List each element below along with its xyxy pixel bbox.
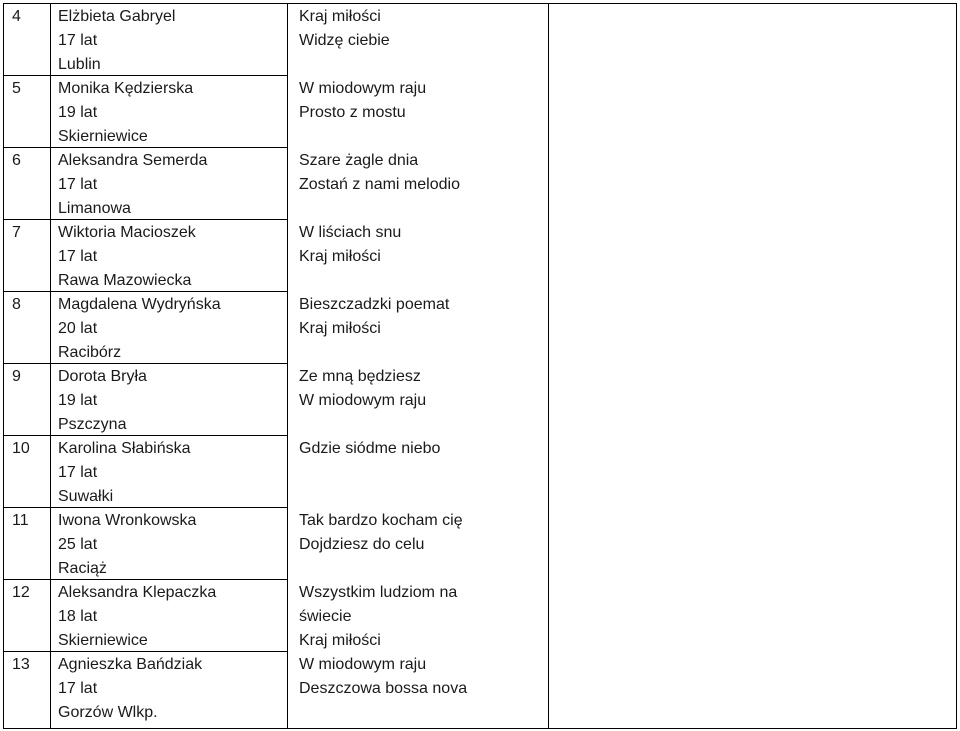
contestant-age: 17 lat: [58, 248, 98, 265]
song-title: Kraj miłości: [299, 320, 381, 337]
song-title: Zostań z nami melodio: [299, 176, 460, 193]
song-title: Prosto z mostu: [299, 104, 406, 121]
contestant-name: Elżbieta Gabryel: [58, 8, 176, 25]
table-row: [4, 5, 956, 77]
table-row: [4, 509, 956, 581]
song-title: Wszystkim ludziom na: [299, 584, 458, 601]
table-row: [4, 221, 956, 293]
contestant-city: Raciąż: [58, 560, 107, 577]
contestant-info: [58, 365, 147, 437]
contestant-name: Iwona Wronkowska: [58, 512, 197, 529]
song-title: W liściach snu: [299, 224, 402, 241]
song-title: Kraj miłości: [299, 8, 381, 25]
contestant-city: Skierniewice: [58, 128, 148, 145]
contestant-name: Dorota Bryła: [58, 368, 147, 385]
contestant-info: [58, 293, 221, 365]
table-row: [4, 437, 956, 509]
row-divider: [4, 219, 287, 220]
row-divider: [4, 507, 287, 508]
contestant-name: Karolina Słabińska: [58, 440, 191, 457]
table-row: [4, 581, 956, 653]
row-number: 10: [12, 440, 30, 457]
contestant-city: Racibórz: [58, 344, 122, 361]
song-title: W miodowym raju: [299, 392, 427, 409]
contestant-age: 19 lat: [58, 392, 98, 409]
contestant-age: 17 lat: [58, 464, 98, 481]
song-title: Widzę ciebie: [299, 32, 390, 49]
contestant-city: Limanowa: [58, 200, 131, 217]
song-list: [299, 653, 467, 701]
row-divider: [4, 579, 287, 580]
row-number: 8: [12, 296, 21, 313]
song-title: W miodowym raju: [299, 656, 427, 673]
song-list: [299, 221, 401, 269]
row-divider: [4, 363, 287, 364]
song-list: [299, 5, 390, 53]
table-row: [4, 149, 956, 221]
contestant-city: Rawa Mazowiecka: [58, 272, 192, 289]
row-divider: [4, 651, 287, 652]
contestant-info: [58, 437, 191, 509]
row-number: 12: [12, 584, 30, 601]
row-divider: [4, 435, 287, 436]
contestant-info: [58, 77, 193, 149]
contestant-age: 17 lat: [58, 32, 98, 49]
song-title: Tak bardzo kocham cię: [299, 512, 463, 529]
table-row: [4, 77, 956, 149]
contestant-city: Skierniewice: [58, 632, 148, 649]
row-number: 5: [12, 80, 21, 97]
contestant-age: 18 lat: [58, 608, 98, 625]
song-title: Kraj miłości: [299, 248, 381, 265]
contestant-info: [58, 221, 196, 293]
contestant-name: Monika Kędzierska: [58, 80, 194, 97]
song-title: Dojdziesz do celu: [299, 536, 425, 553]
row-number: 13: [12, 656, 30, 673]
row-number: 7: [12, 224, 21, 241]
song-list: [299, 581, 457, 653]
contestant-age: 20 lat: [58, 320, 98, 337]
song-list: [299, 293, 449, 341]
contestant-info: [58, 509, 196, 581]
contestant-age: 19 lat: [58, 104, 98, 121]
table-row: [4, 653, 956, 725]
contestant-city: Gorzów Wlkp.: [58, 704, 158, 721]
song-title: świecie: [299, 608, 352, 625]
contestant-name: Wiktoria Macioszek: [58, 224, 196, 241]
song-list: [299, 149, 460, 197]
contestant-city: Pszczyna: [58, 416, 127, 433]
song-title: Szare żagle dnia: [299, 152, 419, 169]
row-number: 6: [12, 152, 21, 169]
contestant-age: 17 lat: [58, 176, 98, 193]
contestant-age: 25 lat: [58, 536, 98, 553]
contestant-name: Aleksandra Klepaczka: [58, 584, 217, 601]
contestant-city: Suwałki: [58, 488, 114, 505]
song-title: Deszczowa bossa nova: [299, 680, 468, 697]
table-row: [4, 293, 956, 365]
song-list: [299, 509, 463, 557]
contestant-city: Lublin: [58, 56, 101, 73]
contestant-name: Agnieszka Bańdziak: [58, 656, 203, 673]
row-number: 9: [12, 368, 21, 385]
contestant-name: Aleksandra Semerda: [58, 152, 208, 169]
row-divider: [4, 147, 287, 148]
row-number: 4: [12, 8, 21, 25]
song-list: [299, 437, 440, 461]
contestant-info: [58, 581, 216, 653]
song-title: W miodowym raju: [299, 80, 427, 97]
contestant-info: [58, 653, 202, 725]
table-row: [4, 365, 956, 437]
contestant-name: Magdalena Wydryńska: [58, 296, 221, 313]
song-title: Bieszczadzki poemat: [299, 296, 450, 313]
contestant-info: [58, 149, 207, 221]
contestant-age: 17 lat: [58, 680, 98, 697]
row-number: 11: [12, 512, 29, 529]
song-list: [299, 365, 426, 413]
song-title: Gdzie siódme niebo: [299, 440, 441, 457]
contestants-table: [3, 3, 957, 729]
contestant-info: [58, 5, 175, 77]
song-list: [299, 77, 426, 125]
row-divider: [4, 291, 287, 292]
song-title: Ze mną będziesz: [299, 368, 421, 385]
row-divider: [4, 75, 287, 76]
song-title: Kraj miłości: [299, 632, 381, 649]
